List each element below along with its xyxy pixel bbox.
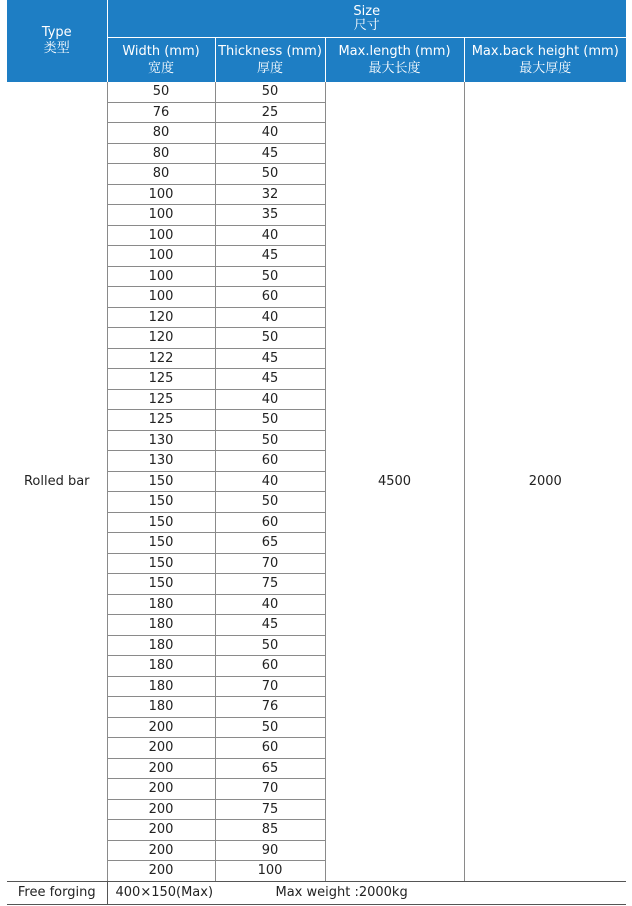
thickness-cell: 50 bbox=[215, 328, 325, 349]
width-cell: 150 bbox=[107, 533, 215, 554]
size-header-cn: 尺寸 bbox=[353, 17, 380, 33]
width-cell: 120 bbox=[107, 307, 215, 328]
free-forging-values bbox=[107, 881, 626, 904]
thickness-cell: 60 bbox=[215, 656, 325, 677]
thickness-cell: 65 bbox=[215, 758, 325, 779]
thickness-cell: 50 bbox=[215, 430, 325, 451]
thickness-header bbox=[215, 38, 325, 83]
thickness-cell: 50 bbox=[215, 410, 325, 431]
thickness-cell: 40 bbox=[215, 389, 325, 410]
table-body bbox=[7, 82, 626, 881]
width-cell: 150 bbox=[107, 471, 215, 492]
width-cell: 100 bbox=[107, 225, 215, 246]
width-cell: 80 bbox=[107, 164, 215, 185]
thickness-cell: 45 bbox=[215, 369, 325, 390]
width-cell: 120 bbox=[107, 328, 215, 349]
max-length-header-cn: 最大长度 bbox=[368, 61, 421, 76]
width-cell: 150 bbox=[107, 553, 215, 574]
width-cell: 180 bbox=[107, 676, 215, 697]
width-cell: 76 bbox=[107, 102, 215, 123]
thickness-cell: 70 bbox=[215, 676, 325, 697]
width-cell: 180 bbox=[107, 697, 215, 718]
thickness-cell: 50 bbox=[215, 717, 325, 738]
thickness-cell: 75 bbox=[215, 799, 325, 820]
width-cell: 100 bbox=[107, 266, 215, 287]
width-cell: 100 bbox=[107, 287, 215, 308]
thickness-cell: 50 bbox=[215, 164, 325, 185]
thickness-cell: 60 bbox=[215, 287, 325, 308]
thickness-cell: 45 bbox=[215, 246, 325, 267]
width-cell: 125 bbox=[107, 410, 215, 431]
width-cell: 130 bbox=[107, 451, 215, 472]
max-back-height-header bbox=[464, 38, 626, 83]
width-cell: 150 bbox=[107, 512, 215, 533]
width-cell: 125 bbox=[107, 389, 215, 410]
thickness-cell: 50 bbox=[215, 266, 325, 287]
thickness-cell: 60 bbox=[215, 451, 325, 472]
width-cell: 122 bbox=[107, 348, 215, 369]
max-back-height-header-en: Max.back height (mm) bbox=[471, 44, 619, 59]
thickness-cell: 40 bbox=[215, 123, 325, 144]
spec-table bbox=[7, 0, 626, 905]
max-back-height-cell: 2000 bbox=[464, 82, 626, 881]
width-cell: 200 bbox=[107, 717, 215, 738]
max-length-header-en: Max.length (mm) bbox=[338, 44, 451, 59]
thickness-cell: 65 bbox=[215, 533, 325, 554]
free-forging-size: 400×150(Max) bbox=[115, 885, 214, 900]
thickness-cell: 40 bbox=[215, 225, 325, 246]
free-forging-weight: Max weight :2000kg bbox=[275, 885, 408, 900]
width-cell: 180 bbox=[107, 615, 215, 636]
thickness-cell: 50 bbox=[215, 82, 325, 102]
width-header bbox=[107, 38, 215, 83]
thickness-cell: 76 bbox=[215, 697, 325, 718]
thickness-cell: 40 bbox=[215, 471, 325, 492]
width-cell: 125 bbox=[107, 369, 215, 390]
width-cell: 100 bbox=[107, 246, 215, 267]
thickness-header-en: Thickness (mm) bbox=[218, 44, 322, 59]
thickness-cell: 35 bbox=[215, 205, 325, 226]
width-cell: 150 bbox=[107, 492, 215, 513]
width-cell: 200 bbox=[107, 840, 215, 861]
thickness-cell: 60 bbox=[215, 738, 325, 759]
width-cell: 180 bbox=[107, 594, 215, 615]
thickness-cell: 40 bbox=[215, 594, 325, 615]
width-header-en: Width (mm) bbox=[122, 44, 200, 59]
width-cell: 200 bbox=[107, 758, 215, 779]
thickness-cell: 85 bbox=[215, 820, 325, 841]
free-forging-row bbox=[7, 881, 626, 904]
width-cell: 150 bbox=[107, 574, 215, 595]
thickness-cell: 45 bbox=[215, 615, 325, 636]
type-header bbox=[7, 0, 107, 82]
max-back-height-header-cn: 最大厚度 bbox=[519, 61, 572, 76]
thickness-cell: 32 bbox=[215, 184, 325, 205]
thickness-cell: 45 bbox=[215, 143, 325, 164]
width-cell: 100 bbox=[107, 205, 215, 226]
width-cell: 130 bbox=[107, 430, 215, 451]
width-cell: 100 bbox=[107, 184, 215, 205]
max-length-cell: 4500 bbox=[325, 82, 464, 881]
width-cell: 180 bbox=[107, 656, 215, 677]
width-cell: 200 bbox=[107, 820, 215, 841]
width-cell: 50 bbox=[107, 82, 215, 102]
thickness-cell: 50 bbox=[215, 635, 325, 656]
width-cell: 200 bbox=[107, 738, 215, 759]
max-length-header bbox=[325, 38, 464, 83]
width-cell: 80 bbox=[107, 143, 215, 164]
thickness-cell: 70 bbox=[215, 553, 325, 574]
size-header-en: Size bbox=[353, 3, 381, 19]
thickness-cell: 90 bbox=[215, 840, 325, 861]
width-cell: 200 bbox=[107, 861, 215, 882]
thickness-cell: 25 bbox=[215, 102, 325, 123]
thickness-cell: 50 bbox=[215, 492, 325, 513]
thickness-cell: 75 bbox=[215, 574, 325, 595]
type-header-cn: 类型 bbox=[43, 41, 70, 56]
thickness-cell: 60 bbox=[215, 512, 325, 533]
size-header bbox=[107, 0, 626, 38]
width-cell: 180 bbox=[107, 635, 215, 656]
width-cell: 80 bbox=[107, 123, 215, 144]
width-cell: 200 bbox=[107, 799, 215, 820]
width-cell: 200 bbox=[107, 779, 215, 800]
thickness-cell: 40 bbox=[215, 307, 325, 328]
width-header-cn: 宽度 bbox=[147, 61, 174, 76]
rolled-bar-type: Rolled bar bbox=[7, 82, 107, 881]
thickness-cell: 70 bbox=[215, 779, 325, 800]
thickness-cell: 100 bbox=[215, 861, 325, 882]
table-row bbox=[7, 82, 626, 102]
thickness-header-cn: 厚度 bbox=[256, 61, 283, 76]
free-forging-type: Free forging bbox=[7, 881, 107, 904]
thickness-cell: 45 bbox=[215, 348, 325, 369]
type-header-en: Type bbox=[41, 25, 72, 40]
